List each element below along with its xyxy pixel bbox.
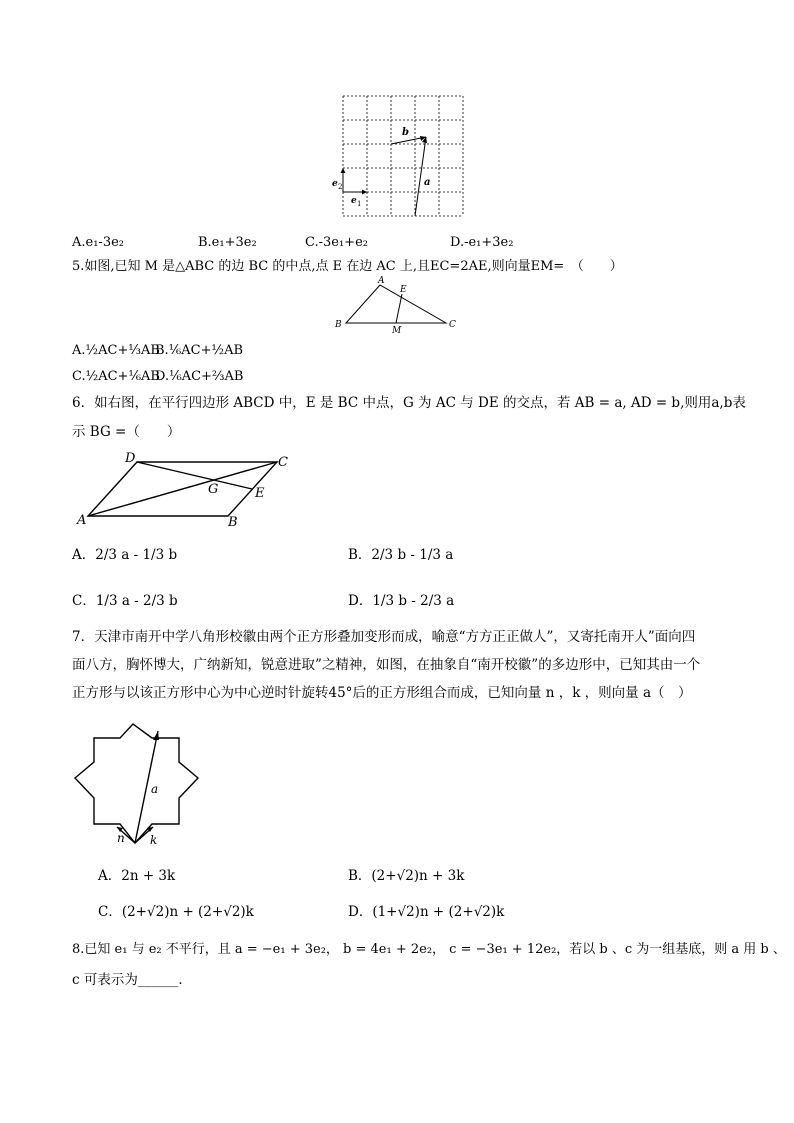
q4-label-a: a — [424, 177, 431, 188]
q5-triangle-figure — [332, 274, 464, 336]
q7-stem-line2: 面八方，胸怀博大，广纳新知，锐意进取”之精神，如图，在抽象自“南开校徽”的多边形中，已知其由一个 — [72, 657, 701, 673]
q4-option-d: D.-e₁+3e₂ — [450, 235, 514, 250]
q7-option-a: A．2n + 3k — [98, 868, 176, 884]
q4-label-e1: e — [351, 196, 357, 206]
q6-option-a: A．2/3 a - 1/3 b — [72, 547, 178, 563]
q4-option-a: A.e₁-3e₂ — [72, 235, 124, 250]
q5-option-b: B.⅙AC+½AB — [155, 343, 244, 358]
q8-stem-line1: 8.已知 e₁ 与 e₂ 不平行，且 a = −e₁ + 3e₂， b = 4e₁ + 2e₂， c = −3e₁ + 12e₂，若以 b 、c 为一组基底，则 a 用 b 、 — [72, 942, 786, 957]
q6-stem-line2: 示 BG =（ ） — [72, 424, 181, 440]
q8-stem-line2: c 可表示为______． — [72, 972, 192, 988]
q6-label-D: D — [125, 451, 136, 466]
q5-label-M: M — [392, 326, 402, 336]
q5-option-d: D.⅙AC+⅔AB — [155, 369, 244, 384]
q7-option-d: D．(1+√2)n + (2+√2)k — [348, 904, 505, 920]
q6-option-b: B．2/3 b - 1/3 a — [348, 547, 454, 563]
q6-stem-line1: 6．如右图，在平行四边形 ABCD 中，E 是 BC 中点，G 为 AC 与 DE 的交点，若 AB = a, AD = b,则用a,b表 — [72, 395, 746, 411]
q5-label-E: E — [400, 285, 407, 295]
q6-label-G: G — [208, 482, 219, 497]
q7-octagram-figure — [70, 718, 210, 850]
q7-stem-line3: 正方形与以该正方形中心为中心逆时针旋转45°后的正方形组合而成，已知向量 n ，k ，则向量 a（ ） — [72, 685, 692, 701]
q6-label-E: E — [255, 486, 265, 501]
q4-label-e2-sub: 2 — [338, 183, 343, 191]
q6-label-C: C — [278, 455, 288, 470]
q6-option-c: C．1/3 a - 2/3 b — [72, 593, 178, 609]
q6-label-B: B — [228, 515, 238, 530]
q5-label-A: A — [378, 276, 385, 286]
q4-option-b: B.e₁+3e₂ — [198, 235, 257, 250]
q5-option-a: A.½AC+⅓AB — [72, 343, 160, 358]
q6-parallelogram-figure — [72, 450, 302, 530]
q6-label-A: A — [77, 513, 87, 528]
q4-label-e1-sub: 1 — [357, 200, 362, 208]
q5-option-c: C.½AC+⅙AB — [72, 369, 160, 384]
q7-option-c: C．(2+√2)n + (2+√2)k — [98, 904, 254, 920]
q5-stem: 5.如图,已知 M 是△ABC 的边 BC 的中点,点 E 在边 AC 上,且EC=2AE,则向量EM= （ ） — [72, 259, 623, 274]
q4-option-c: C.-3e₁+e₂ — [305, 235, 368, 250]
q5-label-C: C — [449, 320, 456, 330]
q7-option-b: B．(2+√2)n + 3k — [348, 868, 465, 884]
q4-label-e2: e — [332, 179, 338, 189]
q6-option-d: D．1/3 b - 2/3 a — [348, 593, 455, 609]
q5-label-B: B — [335, 320, 342, 330]
q4-label-b: b — [402, 127, 409, 138]
q7-label-a: a — [151, 782, 159, 796]
q7-stem-line1: 7．天津市南开中学八角形校徽由两个正方形叠加变形而成，喻意“方方正正做人”，又寄托南开人”面向四 — [72, 629, 696, 645]
q7-label-n: n — [117, 831, 125, 845]
q4-grid-figure — [332, 94, 468, 218]
q7-label-k: k — [150, 833, 158, 847]
